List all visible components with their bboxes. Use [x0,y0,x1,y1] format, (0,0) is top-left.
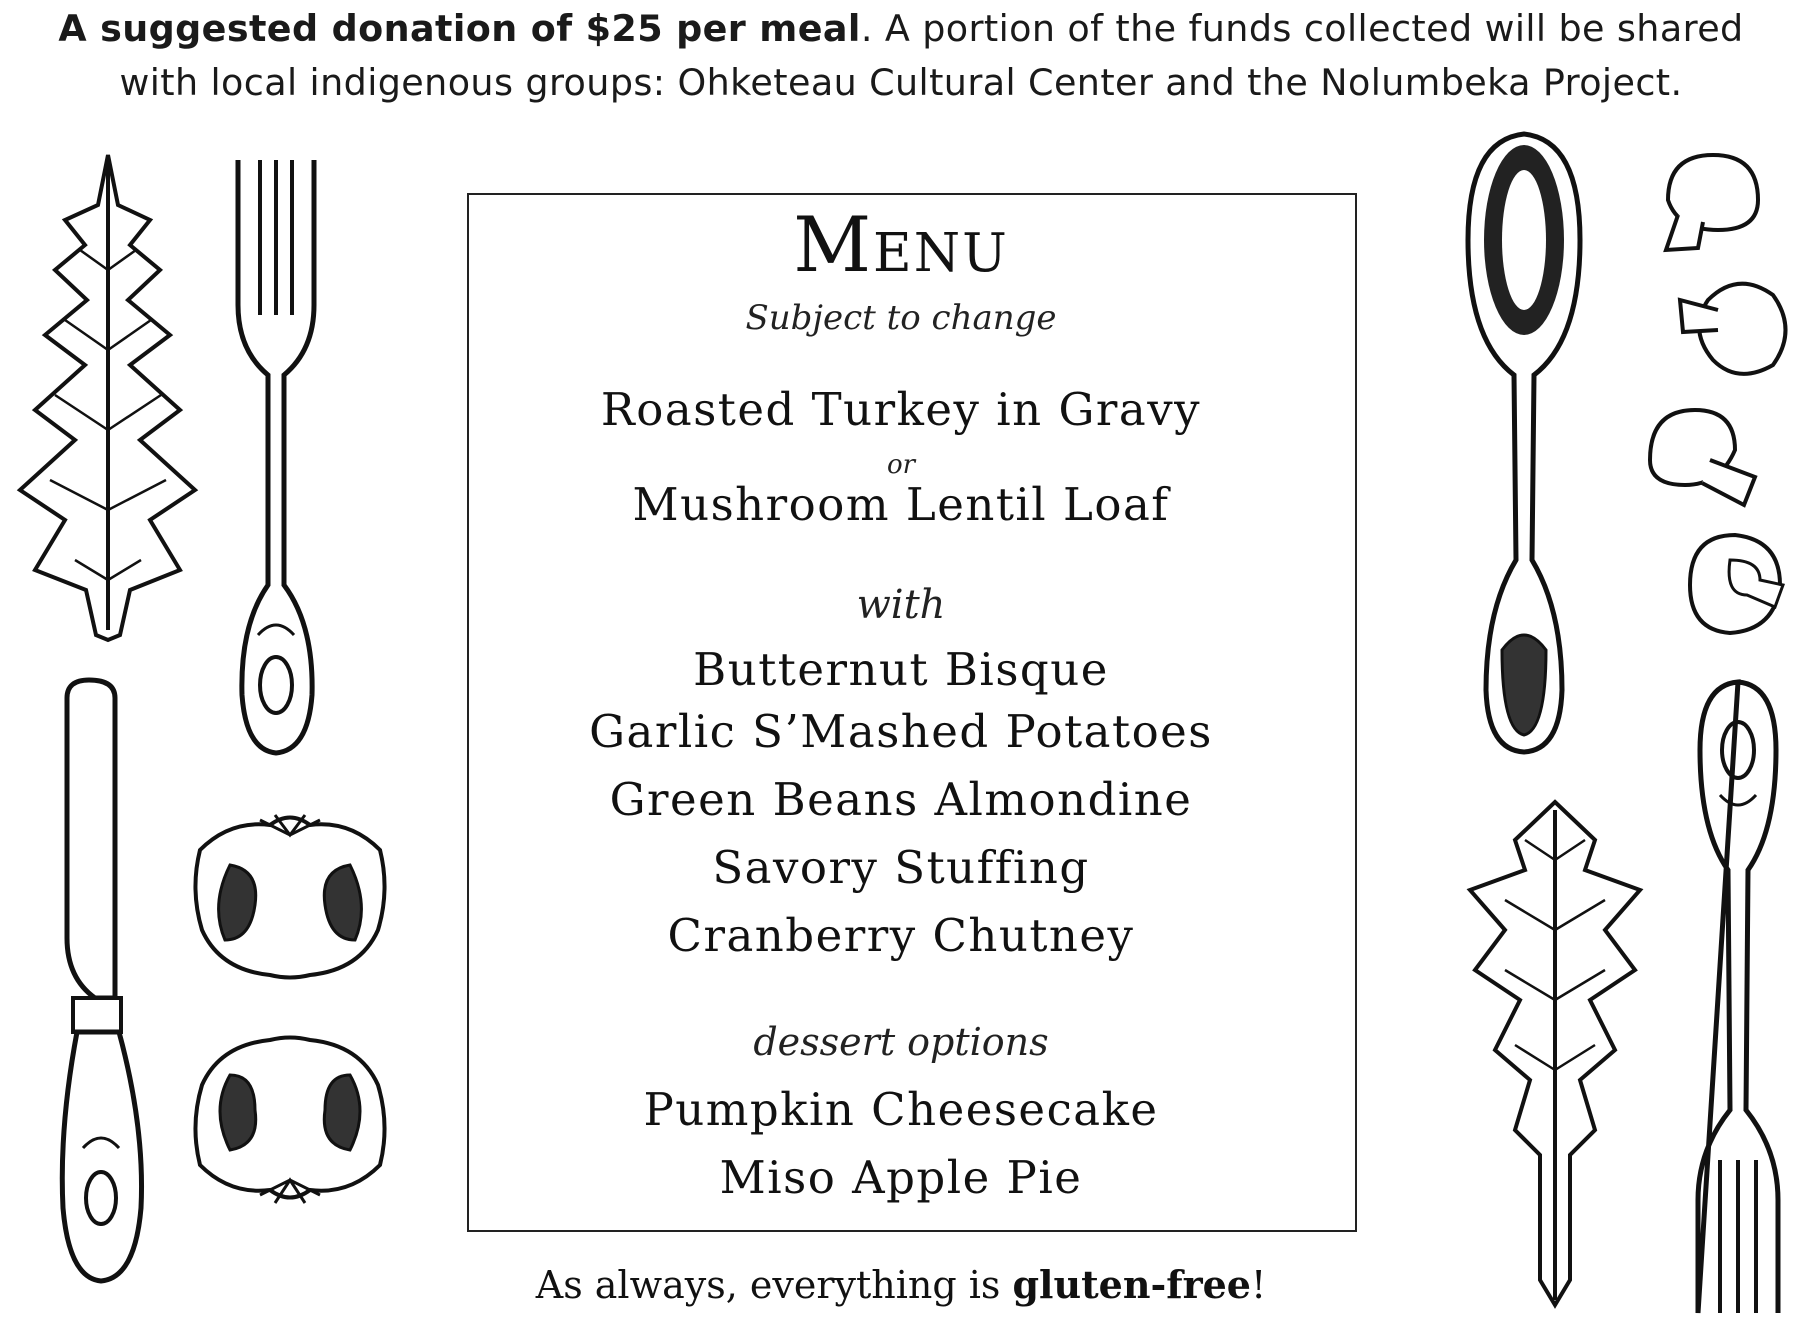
side-dish: Savory Stuffing [712,841,1090,894]
gluten-free-suffix: ! [1250,1263,1267,1307]
main-dish: Roasted Turkey in Gravy [600,383,1202,436]
donation-note-line1 [0,2,1802,56]
side-dish: Butternut Bisque [693,643,1109,696]
gluten-free-prefix: As always, everything is [535,1263,1013,1307]
main-dish: Mushroom Lentil Loaf [632,478,1170,531]
side-dish: Cranberry Chutney [667,909,1135,962]
gluten-free-label: gluten-free [1012,1262,1251,1307]
donation-note-rest: . A portion of the funds collected will be shared [860,7,1744,50]
with-label: with [856,582,946,628]
gluten-free-note [0,1262,1802,1307]
donation-note [0,2,1802,110]
side-dish: Green Beans Almondine [609,773,1193,826]
side-dish: Garlic S’Mashed Potatoes [589,705,1213,758]
menu-title: Menu [793,200,1009,289]
dessert-item: Miso Apple Pie [719,1151,1083,1204]
donation-note-line2: with local indigenous groups: Ohketeau Cultural Center and the Nolumbeka Project. [119,61,1683,104]
dessert-label: dessert options [753,1020,1049,1064]
menu-subtitle: Subject to change [745,298,1057,338]
donation-amount: A suggested donation of $25 per meal [58,7,861,50]
dessert-item: Pumpkin Cheesecake [643,1083,1159,1136]
or-label: or [886,450,916,480]
